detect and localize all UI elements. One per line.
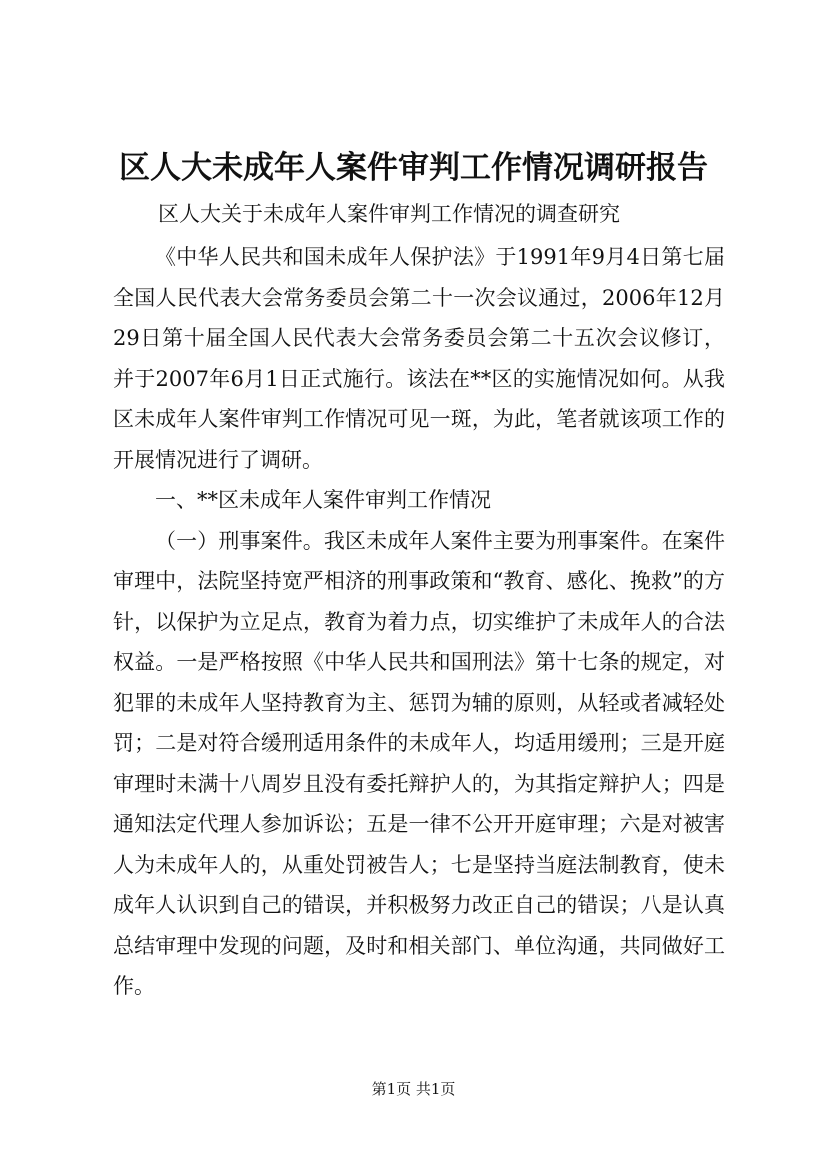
page-footer: 第1页 共1页 [371, 1080, 456, 1098]
document-subtitle: 区人大关于未成年人案件审判工作情况的调查研究 [158, 202, 620, 226]
document-body [113, 237, 725, 1007]
criminal-cases-paragraph: （一）刑事案件。我区未成年人案件主要为刑事案件。在案件审理中，法院坚持宽严相济的刑事政策和“教育、感化、挽救”的方针，以保护为立足点，教育为着力点，切实维护了未成年人的合法权益。一是严格按照《中华人民共和国刑法》第十七条的规定，对犯罪的未成年人坚持教育为主、惩罚为辅的原则，从轻或者减轻处罚；二是对符合缓刑适用条件的未成年人，均适用缓刑；三是开庭审理时未满十八周岁且没有委托辩护人的，为其指定辩护人；四是通知法定代理人参加诉讼；五是一律不公开开庭审理；六是对被害人为未成年人的，从重处罚被告人；七是坚持当庭法制教育，使未成年人认识到自己的错误，并积极努力改正自己的错误；八是认真总结审理中发现的问题，及时和相关部门、单位沟通，共同做好工作。 [113, 528, 725, 998]
section-heading: 一、**区未成年人案件审判工作情况 [155, 488, 491, 512]
document-title: 区人大未成年人案件审判工作情况调研报告 [119, 150, 708, 186]
intro-paragraph: 《中华人民共和国未成年人保护法》于1991年9月4日第七届全国人民代表大会常务委员会第二十一次会议通过，2006年12月29日第十届全国人民代表大会常务委员会第二十五次会议修订，并于2007年6月1日正式施行。该法在**区的实施情况如何。从我区未成年人案件审判工作情况可见一斑，为此，笔者就该项工作的开展情况进行了调研。 [113, 245, 725, 472]
